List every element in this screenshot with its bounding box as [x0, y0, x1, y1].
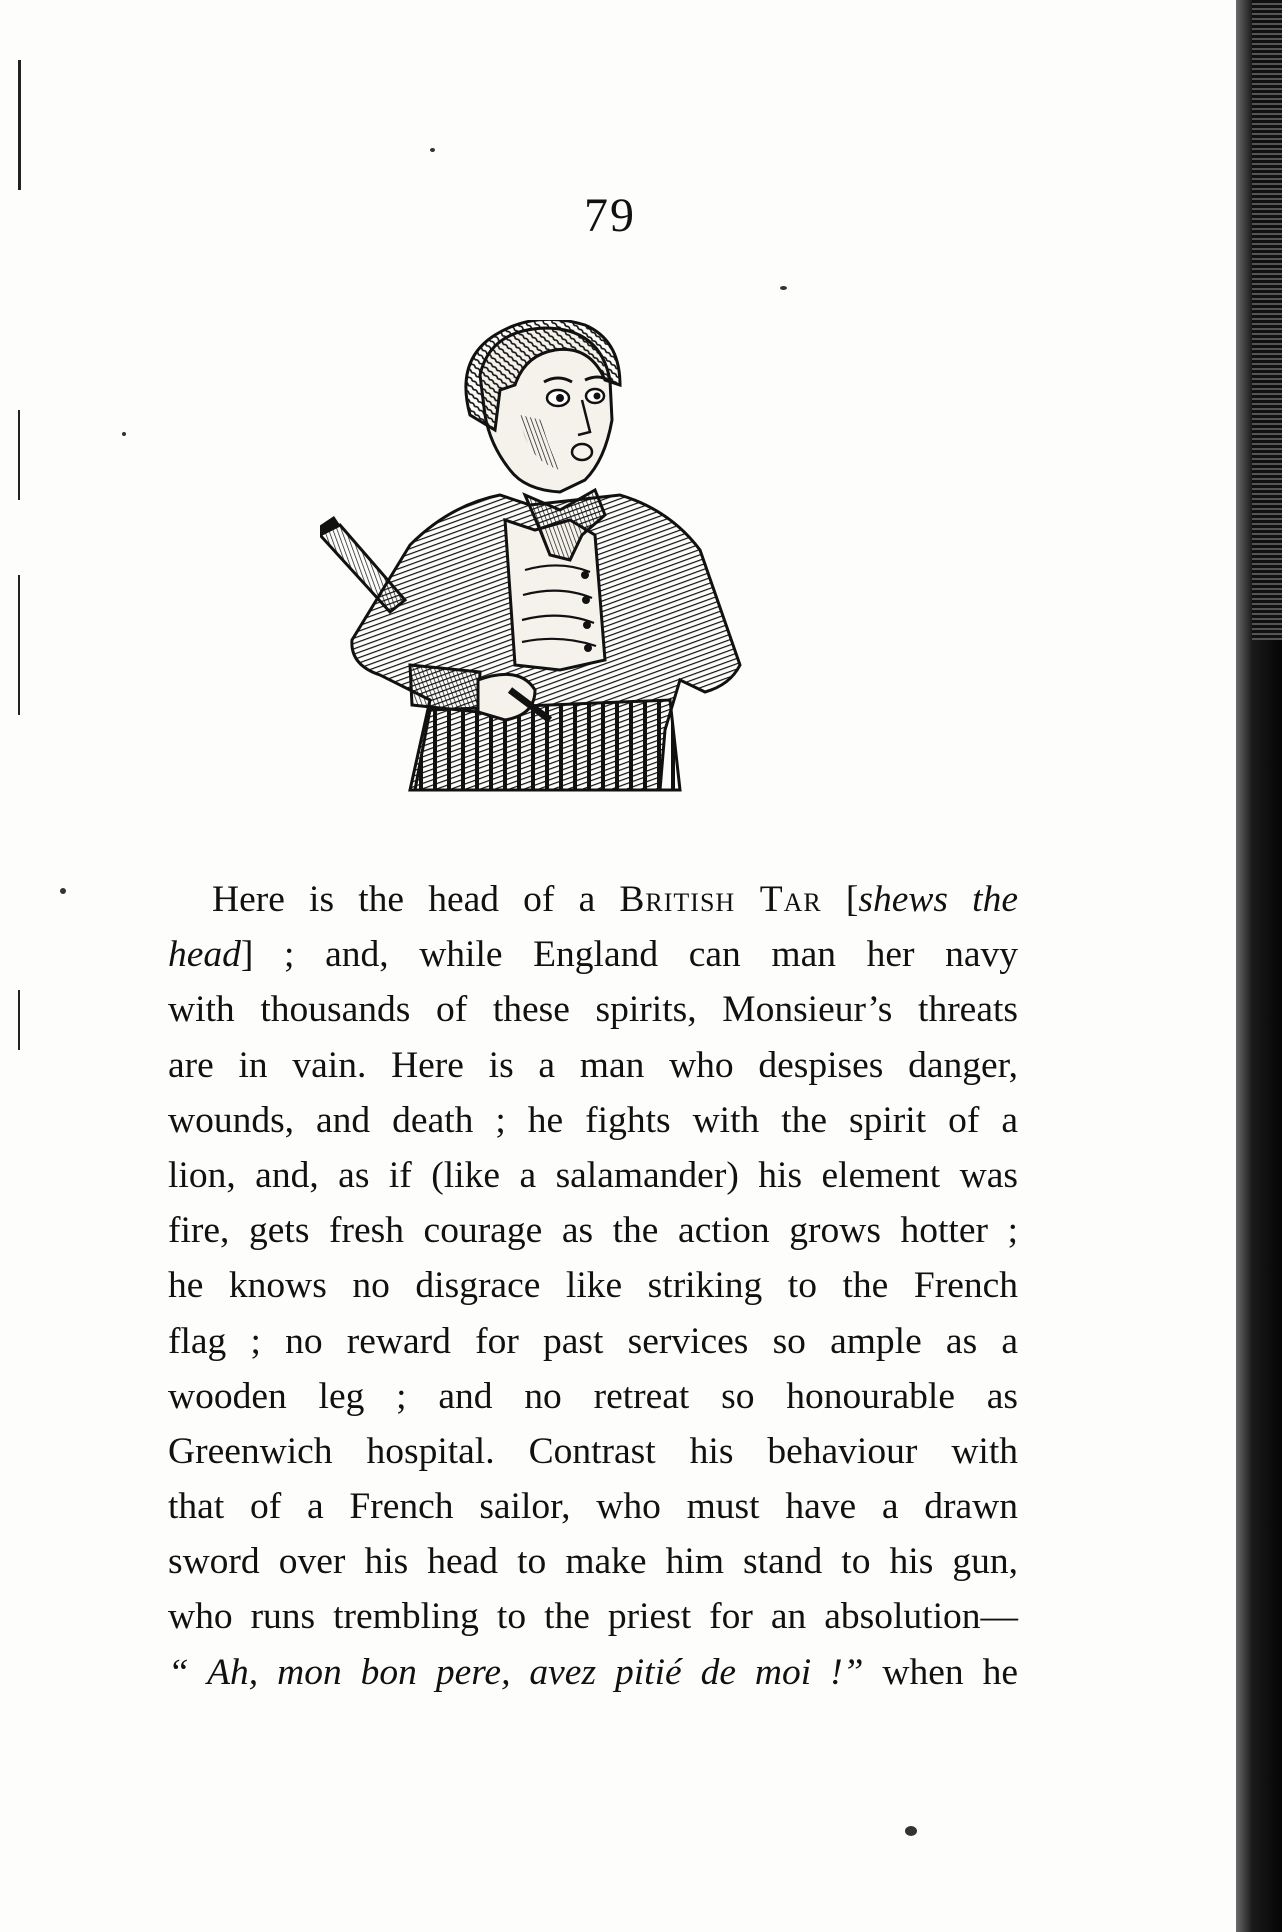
text-line: he knows no disgrace like striking to the French [168, 1265, 1018, 1307]
ink-speck [60, 888, 66, 894]
text-line: flag ; no reward for past services so ample as a [168, 1320, 1018, 1362]
text-line: wounds, and death ; he fights with the spirit of a [168, 1099, 1018, 1141]
sailor-head [466, 320, 620, 492]
body-text [168, 872, 1018, 1700]
ink-speck [430, 148, 435, 152]
text-line: lion, and, as if (like a salamander) his element was [168, 1154, 1018, 1196]
left-edge-mark [18, 410, 20, 500]
left-edge-mark [18, 60, 21, 190]
text-line: Greenwich hospital. Contrast his behaviour with [168, 1430, 1018, 1472]
page-number: 79 [584, 189, 636, 242]
page-binding-texture [1252, 0, 1282, 640]
ink-speck [905, 1826, 917, 1836]
text-line: with thousands of these spirits, Monsieur’s threats [168, 989, 1018, 1031]
left-edge-mark [18, 575, 20, 715]
ink-speck [780, 286, 787, 290]
text-line: that of a French sailor, who must have a drawn [168, 1486, 1018, 1528]
trousers [415, 700, 680, 790]
text-line: fire, gets fresh courage as the action grows hotter ; [168, 1210, 1018, 1252]
text-line: wooden leg ; and no retreat so honourable as [168, 1375, 1018, 1417]
left-edge-mark [18, 990, 20, 1050]
sailor-illustration-icon [320, 320, 790, 810]
text-line: head] ; and, while England can man her navy [168, 934, 1018, 976]
text-line: who runs trembling to the priest for an absolution— [168, 1596, 1018, 1638]
text-line: “ Ah, mon bon pere, avez pitié de moi !” when he [168, 1651, 1018, 1693]
text-line: sword over his head to make him stand to his gun, [168, 1541, 1018, 1583]
text-line: are in vain. Here is a man who despises danger, [168, 1044, 1018, 1086]
ink-speck [122, 432, 126, 436]
text-line: Here is the head of a British Tar [shews the [212, 879, 1018, 920]
